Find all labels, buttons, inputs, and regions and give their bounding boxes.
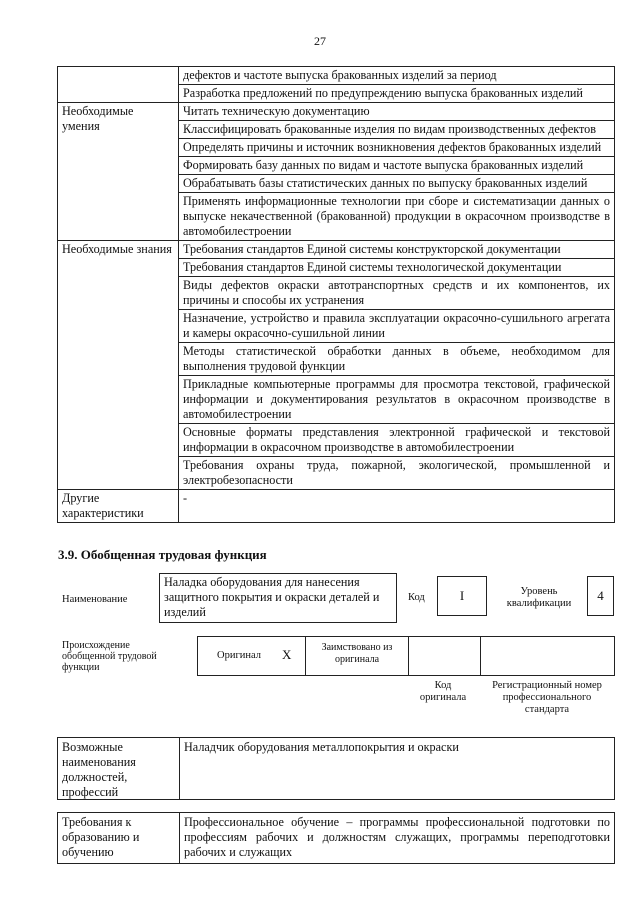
reg-number-caption: Регистрационный номер профессионального стандарта: [492, 680, 602, 715]
knowledge-item: Основные форматы представления электронной графической и текстовой информации в окрасочном производстве в автомобилестроении: [179, 424, 615, 457]
code-label: Код: [408, 592, 425, 603]
table-row: [58, 490, 615, 523]
knowledge-item: Требования стандартов Единой системы технологической документации: [179, 259, 615, 277]
level-value: 4: [587, 576, 614, 616]
code-value: I: [437, 576, 487, 616]
divider: [480, 636, 481, 676]
other-value: -: [179, 490, 615, 523]
skill-item: Применять информационные технологии при сборе и систематизации данных о выпуске некачественной (бракованной) продукции в окрасочном производстве в автомобилестроении: [179, 193, 615, 241]
level-label: Уровень квалификации: [506, 586, 572, 609]
positions-value: Наладчик оборудования металлопокрытия и окраски: [179, 737, 615, 800]
table-row: [58, 67, 615, 85]
knowledge-label: Необходимые знания: [58, 241, 179, 490]
knowledge-item: Виды дефектов окраски автотранспортных средств и их компонентов, их причины и способы их устранения: [179, 277, 615, 310]
skill-item: Обрабатывать базы статистических данных по выпуску бракованных изделий: [179, 175, 615, 193]
table-row: [58, 103, 615, 121]
continuation-cell: дефектов и частоте выпуска бракованных изделий за период: [179, 67, 615, 85]
original-mark: X: [282, 647, 292, 662]
divider: [305, 636, 306, 676]
other-label: Другие характеристики: [58, 490, 179, 523]
knowledge-item: Назначение, устройство и правила эксплуатации окрасочно-сушильного агрегата и камеры окрасочно-сушильной линии: [179, 310, 615, 343]
positions-label: Возможные наименования должностей, профессий: [57, 737, 180, 800]
knowledge-item: Прикладные компьютерные программы для просмотра текстовой, графической информации и документирования результатов в окрасочном производстве в автомобилестроении: [179, 376, 615, 424]
education-label: Требования к образованию и обучению: [57, 812, 180, 864]
skill-item: Формировать базу данных по видам и частоте выпуска бракованных изделий: [179, 157, 615, 175]
skill-item: Определять причины и источник возникновения дефектов бракованных изделий: [179, 139, 615, 157]
page-number: 27: [314, 34, 326, 48]
skill-item: Классифицировать бракованные изделия по видам производственных дефектов: [179, 121, 615, 139]
divider: [408, 636, 409, 676]
borrowed-label: Заимствовано из оригинала: [321, 642, 393, 665]
table-row: [58, 241, 615, 259]
continuation-cell: Разработка предложений по предупреждению выпуска бракованных изделий: [179, 85, 615, 103]
empty-label-cell: [58, 67, 179, 103]
original-label: Оригинал: [217, 650, 261, 661]
education-value: Профессиональное обучение – программы профессиональной подготовки по профессиям рабочих и должностям служащих, программы переподготовки рабочих и служащих: [179, 812, 615, 864]
origin-code-caption: Код оригинала: [419, 680, 467, 703]
knowledge-item: Требования охраны труда, пожарной, экологической, промышленной и электробезопасности: [179, 457, 615, 490]
name-value: Наладка оборудования для нанесения защитного покрытия и окраски деталей и изделий: [159, 573, 397, 623]
origin-label: Происхождение обобщенной трудовой функции: [62, 640, 157, 673]
knowledge-item: Методы статистической обработки данных в объеме, необходимом для выполнения трудовой функции: [179, 343, 615, 376]
skills-label: Необходимые умения: [58, 103, 179, 241]
section-title: 3.9. Обобщенная трудовая функция: [58, 547, 267, 562]
name-label: Наименование: [62, 594, 128, 605]
knowledge-item: Требования стандартов Единой системы конструкторской документации: [179, 241, 615, 259]
labor-function-table: [57, 66, 615, 523]
skill-item: Читать техническую документацию: [179, 103, 615, 121]
